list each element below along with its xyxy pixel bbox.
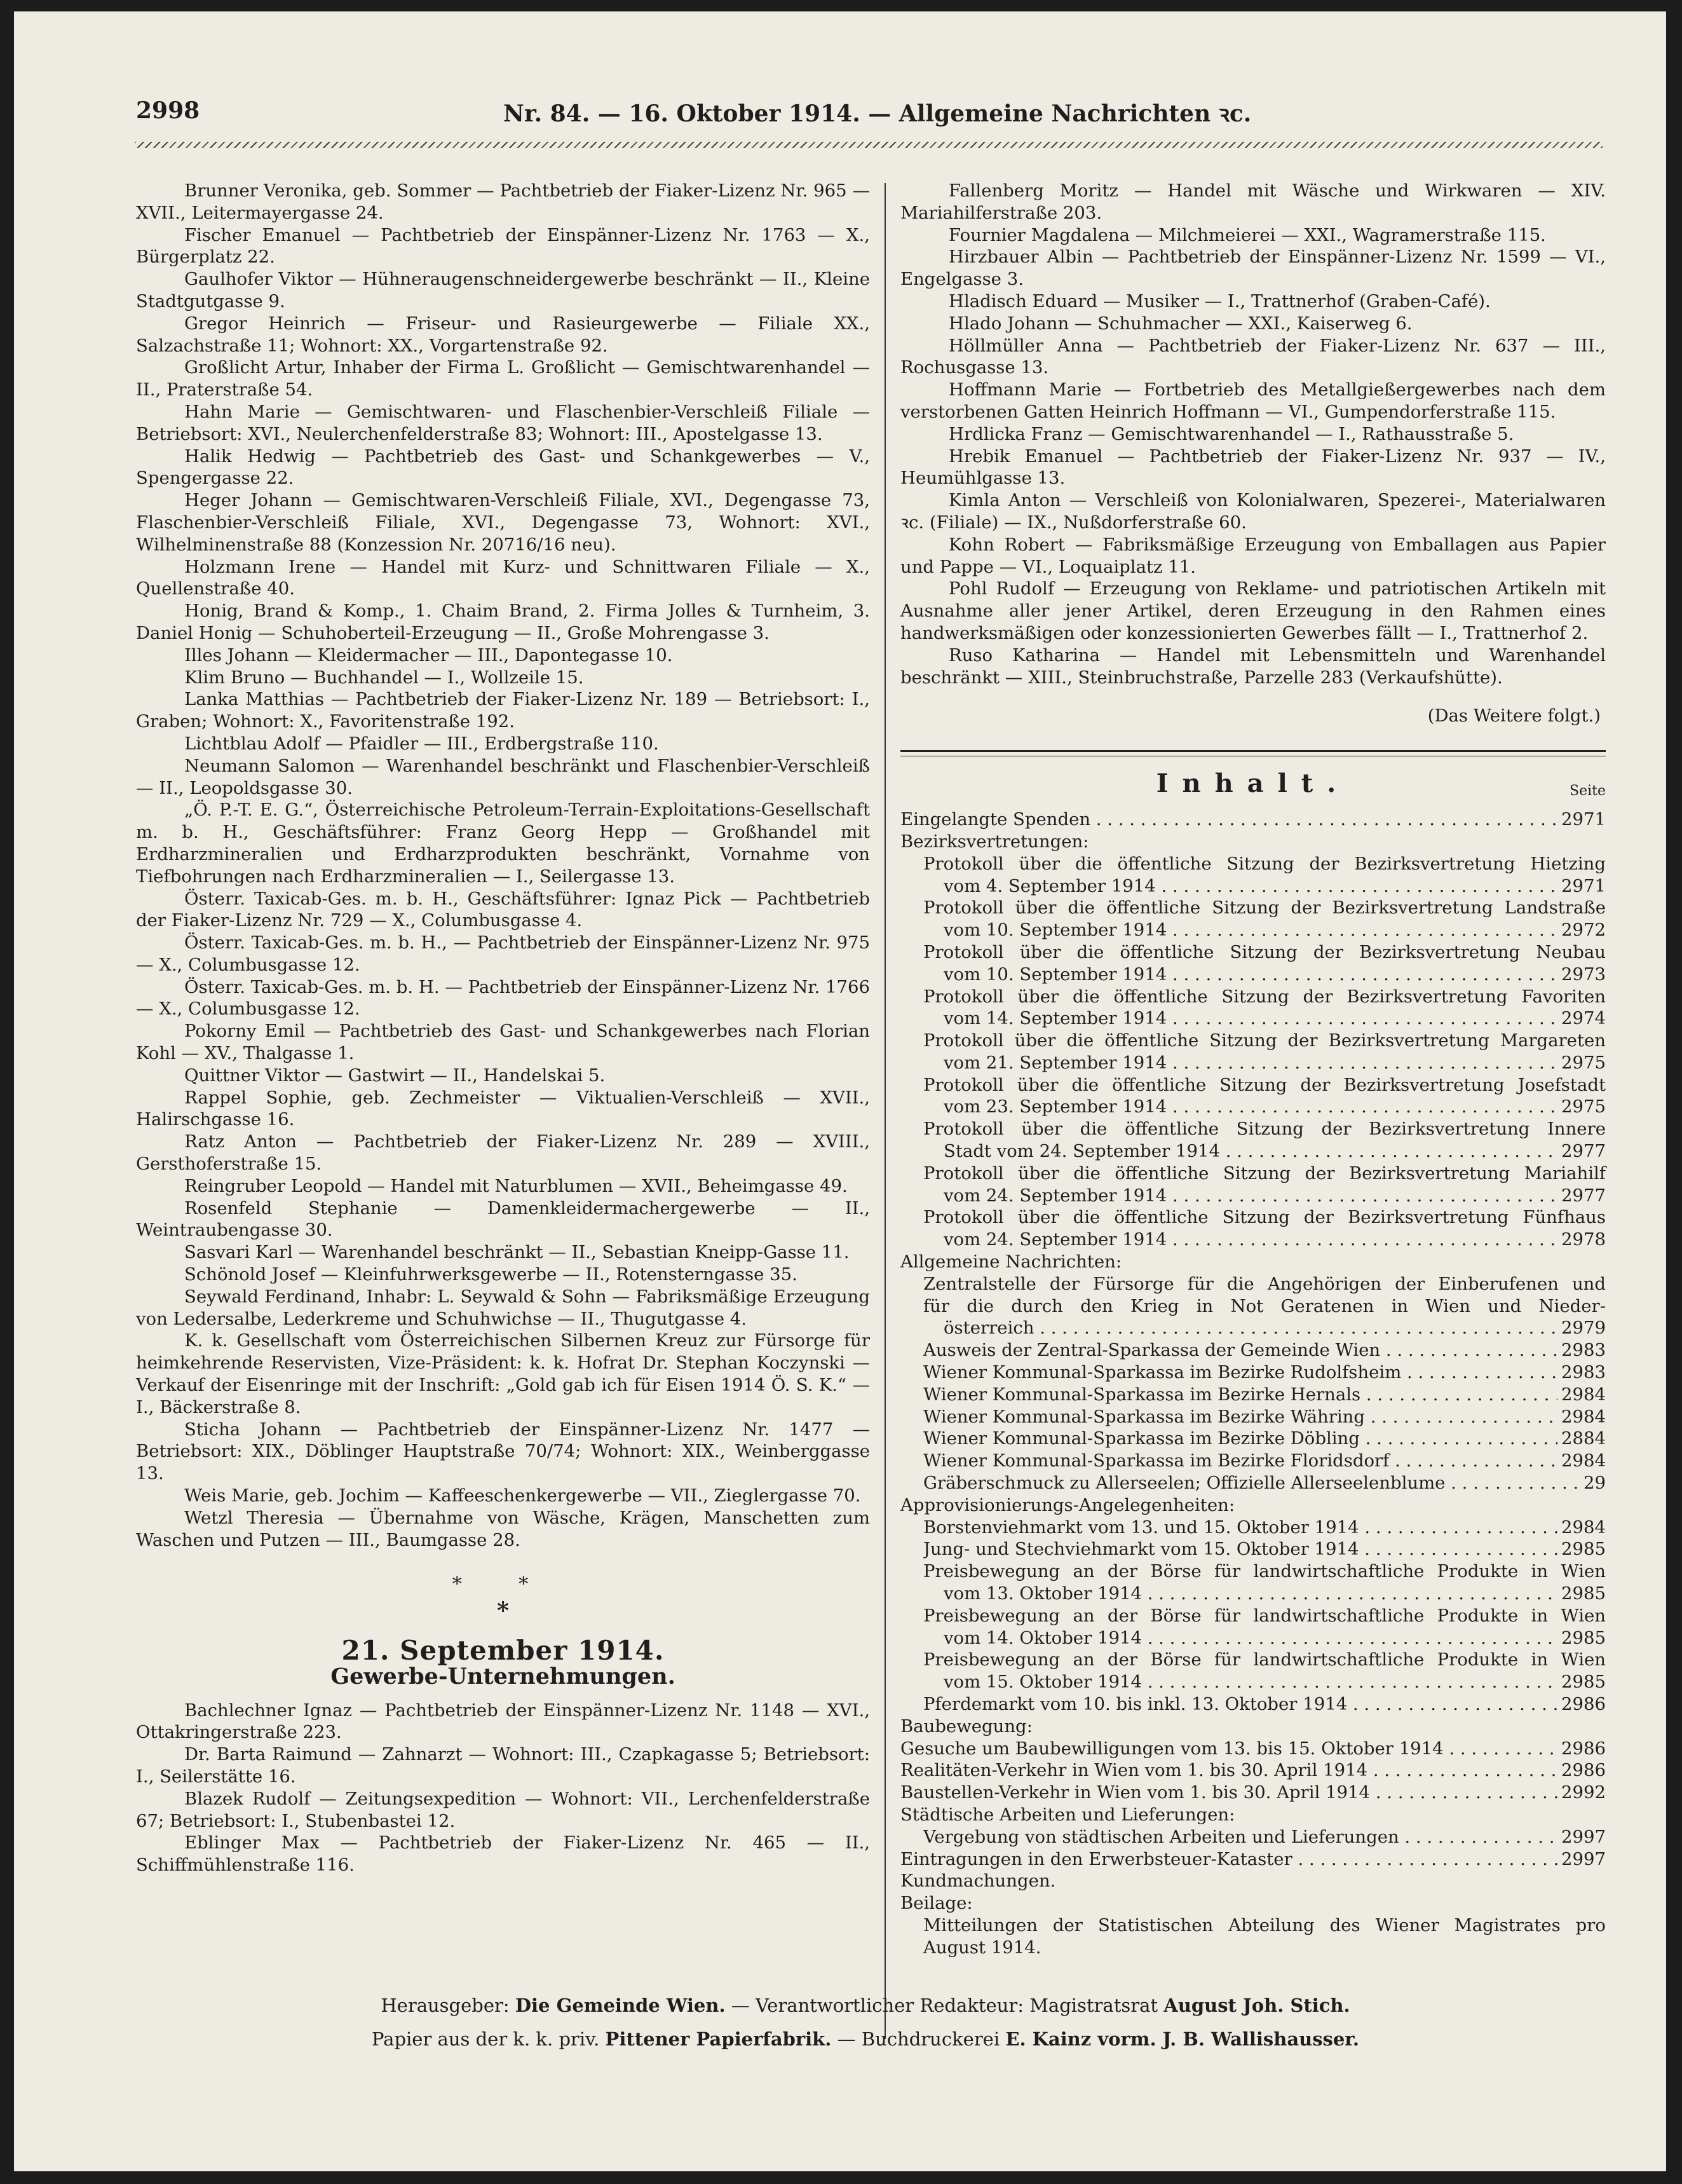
list-item: Pokorny Emil — Pachtbetrieb des Gast- und Schankgewerbes nach Florian Kohl — XV., Thalgasse 1.: [136, 1021, 870, 1064]
toc-entry-title: Eintragungen in den Erwerbsteuer-Kataster . . .: [900, 1848, 1557, 1871]
toc-entry: [900, 1339, 1606, 1362]
toc-entry-title-end: Stadt vom 24. September 1914 . . .: [944, 1140, 1557, 1163]
toc-section-heading: Städtische Arbeiten und Lieferungen:: [900, 1804, 1235, 1825]
list-item: Quittner Viktor — Gastwirt — II., Handelskai 5.: [184, 1065, 606, 1086]
footer-editor: August Joh. Stich.: [1163, 1995, 1350, 2016]
toc-entry-page: 2971: [1561, 875, 1606, 896]
toc-entry-title: Wiener Kommunal-Sparkassa im Bezirke Rudolfsheim . . .: [923, 1362, 1557, 1384]
list-item: Illes Johann — Kleidermacher — III., Dapontegasse 10.: [184, 645, 673, 665]
toc-entry: [900, 1030, 1606, 1074]
list-item: Eblinger Max — Pachtbetrieb der Fiaker-Lizenz Nr. 465 — II., Schiffmühlenstraße 116.: [136, 1833, 870, 1876]
list-item: Österr. Taxicab-Ges. m. b. H., — Pachtbetrieb der Einspänner-Lizenz Nr. 975 — X., Columbusgasse 12.: [136, 932, 870, 975]
page-header: [122, 85, 1609, 129]
toc-entry: [900, 1782, 1606, 1804]
toc-entry-page: 2985: [1561, 1539, 1606, 1560]
footer-printer-line: [122, 2028, 1609, 2050]
toc-entry: [900, 1605, 1606, 1649]
toc-entry-title-end: vom 23. September 1914 . . .: [944, 1096, 1557, 1118]
list-item: Seywald Ferdinand, Inhabr: L. Seywald & Sohn — Fabriksmäßige Erzeugung von Ledersalbe, Lederkreme und Schuhwichse — II., Thugutgasse 4.: [136, 1286, 870, 1329]
toc-entry-title-end: österreich . . .: [944, 1317, 1557, 1339]
column-divider: [885, 183, 886, 2039]
list-item: Großlicht Artur, Inhaber der Firma L. Großlicht — Gemischtwarenhandel — II., Praterstraße 54.: [136, 357, 870, 400]
toc-entry-continuation: [923, 1229, 1606, 1251]
toc-entry-page: 2984: [1561, 1406, 1606, 1427]
toc-entry-title: Wiener Kommunal-Sparkassa im Bezirke Döbling . . .: [923, 1428, 1557, 1450]
toc-entry-page: 2983: [1561, 1340, 1606, 1361]
page-number: 2998: [136, 97, 200, 124]
footer-printer: E. Kainz vorm. J. B. Wallishausser.: [1005, 2028, 1360, 2050]
toc-entry-title-end: vom 15. Oktober 1914 . . .: [944, 1671, 1557, 1693]
list-item: Hladisch Eduard — Musiker — I., Trattnerhof (Graben-Café).: [949, 290, 1491, 311]
toc-entry-page: 2985: [1561, 1583, 1606, 1604]
list-item: Reingruber Leopold — Handel mit Naturblumen — XVII., Beheimgasse 49.: [184, 1175, 848, 1196]
toc-entry-title: Eingelangte Spenden . . .: [900, 809, 1557, 831]
toc-entry-title-end: vom 24. September 1914 . . .: [944, 1229, 1557, 1251]
toc-entry-title-end: vom 10. September 1914 . . .: [944, 964, 1557, 986]
toc-entry: [900, 1826, 1606, 1848]
toc-entry: [900, 1206, 1606, 1251]
toc-entry: [900, 1273, 1606, 1339]
list-item: Lanka Matthias — Pachtbetrieb der Fiaker-Lizenz Nr. 189 — Betriebsort: I., Graben; Wohnort: X., Favoritenstraße 192.: [136, 689, 870, 732]
toc-entry: [900, 1517, 1606, 1539]
list-item: Sasvari Karl — Warenhandel beschränkt — II., Sebastian Kneipp-Gasse 11.: [184, 1242, 850, 1263]
toc-entry: [900, 1472, 1606, 1494]
toc-entry-title: Preisbewegung an der Börse für landwirtschaftliche Produkte in Wien: [923, 1561, 1606, 1582]
toc-section-heading: Bezirksvertretungen:: [900, 831, 1089, 852]
list-item: Ratz Anton — Pachtbetrieb der Fiaker-Lizenz Nr. 289 — XVIII., Gersthoferstraße 15.: [136, 1131, 870, 1175]
list-item: Hirzbauer Albin — Pachtbetrieb der Einspänner-Lizenz Nr. 1599 — VI., Engelgasse 3.: [900, 247, 1606, 290]
list-item: Rappel Sophie, geb. Zechmeister — Viktualien-Verschleiß — XVII., Halirschgasse 16.: [136, 1087, 870, 1130]
toc-entry: [900, 941, 1606, 986]
toc-entry: [900, 1074, 1606, 1119]
toc-entry: [900, 1738, 1606, 1760]
section-subtitle: Gewerbe-Unternehmungen.: [330, 1663, 675, 1689]
toc-entry-page: 2979: [1561, 1318, 1606, 1339]
toc-section-heading: Allgemeine Nachrichten:: [900, 1252, 1122, 1273]
toc-entry-continuation: [923, 1007, 1606, 1030]
list-item: Fallenberg Moritz — Handel mit Wäsche und Wirkwaren — XIV. Mariahilferstraße 203.: [900, 181, 1606, 223]
list-item: Sticha Johann — Pachtbetrieb der Einspänner-Lizenz Nr. 1477 — Betriebsort: XIX., Döblinger Hauptstraße 70/74; Wohnort: XIX., Weinberggasse 13.: [136, 1419, 870, 1484]
toc-entry-continuation: [923, 1627, 1606, 1649]
toc-entry-title: Wiener Kommunal-Sparkassa im Bezirke Hernals . . .: [923, 1384, 1557, 1406]
toc-entry-title-end: vom 14. September 1914 . . .: [944, 1007, 1557, 1030]
toc-entry-title: Protokoll über die öffentliche Sitzung der Bezirksvertretung Innere: [923, 1119, 1606, 1140]
list-item: Dr. Barta Raimund — Zahnarzt — Wohnort: III., Czapkagasse 5; Betriebsort: I., Seilerstätte 16.: [136, 1744, 870, 1787]
list-item: Halik Hedwig — Pachtbetrieb des Gast- und Schankgewerbes — V., Spengergasse 22.: [136, 446, 870, 489]
section-rule: [900, 750, 1606, 756]
toc-entry-title: Gräberschmuck zu Allerseelen; Offizielle Allerseelenblume . . .: [923, 1472, 1580, 1494]
toc-entry-page: 2978: [1561, 1229, 1606, 1250]
toc-entry-continuation: [923, 875, 1606, 897]
toc-entry-page: 2997: [1561, 1826, 1606, 1847]
list-item: Kimla Anton — Verschleiß von Kolonialwaren, Spezerei-, Materialwaren ꝛc. (Filiale) — IX., Nußdorferstraße 60.: [900, 490, 1606, 533]
toc-entry-title: Protokoll über die öffentliche Sitzung der Bezirksvertretung Josefstadt: [923, 1074, 1606, 1095]
page-sheet: [122, 85, 1609, 2080]
table-of-contents: [900, 809, 1606, 1958]
toc-entry-continuation: [923, 1140, 1606, 1163]
toc-entry-title-end: vom 21. September 1914 . . .: [944, 1052, 1557, 1074]
list-item: Höllmüller Anna — Pachtbetrieb der Fiaker-Lizenz Nr. 637 — III., Rochusgasse 13.: [900, 335, 1606, 378]
footer-paper: Pittener Papierfabrik.: [605, 2028, 832, 2050]
toc-entry-title: Protokoll über die öffentliche Sitzung der Bezirksvertretung Favoriten: [923, 986, 1606, 1007]
toc-entry-page: 2984: [1561, 1384, 1606, 1405]
footer-editor-label: — Verantwortlicher Redakteur: Magistratsrat: [731, 1995, 1158, 2016]
business-list-right: [900, 180, 1606, 688]
toc-entry-title: Gesuche um Baubewilligungen vom 13. bis 15. Oktober 1914 . . .: [900, 1738, 1557, 1760]
header-title: Nr. 84. — 16. Oktober 1914. — Allgemeine Nachrichten ꝛc.: [503, 100, 1252, 127]
list-item: Pohl Rudolf — Erzeugung von Reklame- und patriotischen Artikeln mit Ausnahme aller jener Artikel, deren Erzeugung in den Rahmen eines handwerksmäßigen oder konzessionierten Gewerbes fällt — I., Trattnerhof 2.: [900, 578, 1606, 643]
list-item: Wetzl Theresia — Übernahme von Wäsche, Krägen, Manschetten zum Waschen und Putzen — III., Baumgasse 28.: [136, 1507, 870, 1550]
toc-entry: [900, 1759, 1606, 1782]
business-list-left: [136, 180, 870, 1551]
section-date: 21. September 1914.: [341, 1635, 665, 1666]
list-item: Gaulhofer Viktor — Hühneraugenschneidergewerbe beschränkt — II., Kleine Stadtgutgasse 9.: [136, 269, 870, 311]
list-item: Neumann Salomon — Warenhandel beschränkt und Flaschenbier-Verschleiß — II., Leopoldsgasse 30.: [136, 755, 870, 798]
footer-publisher-line: [122, 1995, 1609, 2016]
list-item: „Ö. P.-T. E. G.“, Österreichische Petroleum-Terrain-Exploitations-Gesellschaft m. b. H., Geschäftsführer: Franz Georg Hepp — Großhandel mit Erdharzmineralien und Erdharzprodukten beschränkt, Vornahme von Tiefbohrungen nach Erdharzmineralien — I., Seilergasse 13.: [136, 800, 870, 887]
toc-entry-title: Protokoll über die öffentliche Sitzung der Bezirksvertretung Margareten: [923, 1030, 1606, 1051]
toc-entry-title: Realitäten-Verkehr in Wien vom 1. bis 30. April 1914 . . .: [900, 1759, 1557, 1782]
toc-entry-page: 2984: [1561, 1450, 1606, 1471]
toc-entry-title: Wiener Kommunal-Sparkassa im Bezirke Währing . . .: [923, 1406, 1557, 1428]
page-column-label: Seite: [1570, 783, 1606, 800]
list-item: Kohn Robert — Fabriksmäßige Erzeugung von Emballagen aus Papier und Pappe — VI., Loquaiplatz 11.: [900, 534, 1606, 577]
toc-entry-page: 2985: [1561, 1627, 1606, 1648]
toc-entry-continuation: [923, 964, 1606, 986]
list-item: Blazek Rudolf — Zeitungsexpedition — Wohnort: VII., Lerchenfelderstraße 67; Betriebsort: I., Stubenbastei 12.: [136, 1788, 870, 1831]
toc-entry-title: Preisbewegung an der Börse für landwirtschaftliche Produkte in Wien: [923, 1605, 1606, 1626]
continued-note: (Das Weitere folgt.): [1427, 706, 1601, 727]
toc-entry: [900, 1848, 1606, 1871]
list-item: Brunner Veronika, geb. Sommer — Pachtbetrieb der Fiaker-Lizenz Nr. 965 — XVII., Leitermayergasse 24.: [136, 181, 870, 223]
list-item: Fournier Magdalena — Milchmeierei — XXI., Wagramerstraße 115.: [949, 224, 1546, 245]
contents-title: Inhalt.: [1156, 768, 1350, 799]
toc-entry-title: Jung- und Stechviehmarkt vom 15. Oktober 1914 . . .: [923, 1538, 1557, 1560]
list-item: Heger Johann — Gemischtwaren-Verschleiß Filiale, XVI., Degengasse 73, Flaschenbier-Verschleiß Filiale, XVI., Degengasse 73, Wohnort: XVI., Wilhelminenstraße 88 (Konzession Nr. 20716/16 neu).: [136, 490, 870, 555]
list-item: Klim Bruno — Buchhandel — I., Wollzeile 15.: [184, 667, 584, 688]
toc-entry-continuation: [923, 1583, 1606, 1605]
toc-entry-continuation: [923, 1052, 1606, 1074]
toc-entry: [900, 1693, 1606, 1716]
footer-publisher: Die Gemeinde Wien.: [515, 1995, 726, 2016]
toc-entry: [900, 986, 1606, 1030]
toc-entry-title: Pferdemarkt vom 10. bis inkl. 13. Oktober 1914 . . .: [923, 1693, 1557, 1716]
toc-entry-title: Baustellen-Verkehr in Wien vom 1. bis 30. April 1914 . . .: [900, 1782, 1557, 1804]
toc-entry-page: 2992: [1561, 1782, 1606, 1803]
toc-entry-title-end: vom 24. September 1914 . . .: [944, 1185, 1557, 1207]
toc-entry-page: 2884: [1561, 1428, 1606, 1449]
toc-entry-title: Preisbewegung an der Börse für landwirtschaftliche Produkte in Wien: [923, 1649, 1606, 1670]
toc-entry-page: 2973: [1561, 964, 1606, 985]
toc-entry-title: Vergebung von städtischen Arbeiten und Lieferungen . . .: [923, 1826, 1557, 1848]
list-item: Bachlechner Ignaz — Pachtbetrieb der Einspänner-Lizenz Nr. 1148 — XVI., Ottakringerstraße 223.: [136, 1700, 870, 1743]
toc-section-heading: Approvisionierungs-Angelegenheiten:: [900, 1494, 1235, 1515]
toc-entry-title: Protokoll über die öffentliche Sitzung der Bezirksvertretung Hietzing: [923, 853, 1606, 874]
left-column: [136, 180, 870, 1876]
toc-entry: [900, 809, 1606, 831]
toc-entry: [900, 853, 1606, 897]
toc-entry-title-end: vom 4. September 1914 . . .: [944, 875, 1557, 897]
toc-entry-page: 2971: [1561, 809, 1606, 830]
list-item: Österr. Taxicab-Ges. m. b. H., Geschäftsführer: Ignaz Pick — Pachtbetrieb der Fiaker-Lizenz Nr. 729 — X., Columbusgasse 4.: [136, 888, 870, 931]
toc-entry-title: Protokoll über die öffentliche Sitzung der Bezirksvertretung Fünfhaus: [923, 1207, 1606, 1228]
toc-entry: [900, 897, 1606, 941]
toc-entry: [900, 1118, 1606, 1163]
toc-entry-page: 2975: [1561, 1096, 1606, 1117]
toc-entry-page: 2977: [1561, 1141, 1606, 1162]
list-item: Schönold Josef — Kleinfuhrwerksgewerbe — II., Rotensterngasse 35.: [184, 1264, 797, 1285]
toc-entry-page: 2986: [1561, 1760, 1606, 1781]
list-item: Weis Marie, geb. Jochim — Kaffeeschenkergewerbe — VII., Zieglergasse 70.: [184, 1485, 861, 1506]
header-divider: [135, 142, 1603, 148]
toc-entry-page: 2997: [1561, 1848, 1606, 1869]
toc-entry: [900, 1362, 1606, 1384]
list-item: Lichtblau Adolf — Pfaidler — III., Erdbergstraße 110.: [184, 733, 659, 754]
toc-entry-title-cont: für die durch den Krieg in Not Geratenen in Wien und Nieder-: [923, 1295, 1606, 1316]
toc-entry-title: Borstenviehmarkt vom 13. und 15. Oktober 1914 . . .: [923, 1517, 1557, 1539]
toc-entry-continuation: [923, 1317, 1606, 1339]
section-separator-star: *: [497, 1597, 509, 1625]
list-item: Österr. Taxicab-Ges. m. b. H. — Pachtbetrieb der Einspänner-Lizenz Nr. 1766 — X., Columbusgasse 12.: [136, 976, 870, 1020]
toc-entry: [900, 1406, 1606, 1428]
list-item: K. k. Gesellschaft vom Österreichischen Silbernen Kreuz zur Fürsorge für heimkehrende Reservisten, Vize-Präsident: k. k. Hofrat Dr. Stephan Koczynski — Verkauf der Eisenringe mit der Inschrift: „Gold gab ich für Eisen 1914 Ö. S. K.“ — I., Bäckerstraße 8.: [136, 1330, 870, 1417]
contents-heading: [900, 768, 1606, 805]
toc-entry-page: 2977: [1561, 1185, 1606, 1206]
list-item: Hrdlicka Franz — Gemischtwarenhandel — I., Rathausstraße 5.: [949, 423, 1514, 444]
list-item: Rosenfeld Stephanie — Damenkleidermachergewerbe — II., Weintraubengasse 30.: [136, 1198, 870, 1241]
toc-entry-title: Protokoll über die öffentliche Sitzung der Bezirksvertretung Mariahilf: [923, 1163, 1606, 1184]
toc-section-heading: Kundmachungen.: [900, 1871, 1056, 1892]
toc-entry: [900, 1538, 1606, 1560]
list-item: Hlado Johann — Schuhmacher — XXI., Kaiserweg 6.: [949, 313, 1413, 334]
toc-entry-title-end: vom 10. September 1914 . . .: [944, 919, 1557, 941]
list-item: Fischer Emanuel — Pachtbetrieb der Einspänner-Lizenz Nr. 1763 — X., Bürgerplatz 22.: [136, 224, 870, 268]
toc-section-heading: Baubewegung:: [900, 1716, 1033, 1737]
toc-entry-page: 2985: [1561, 1672, 1606, 1693]
toc-entry-page: 29: [1584, 1473, 1606, 1494]
list-item: Holzmann Irene — Handel mit Kurz- und Schnittwaren Filiale — X., Quellenstraße 40.: [136, 556, 870, 599]
toc-entry-page: 2984: [1561, 1517, 1606, 1538]
toc-section-heading: Beilage:: [900, 1893, 973, 1914]
toc-entry-page: 2974: [1561, 1008, 1606, 1029]
toc-entry-title-end: vom 13. Oktober 1914 . . .: [944, 1583, 1557, 1605]
toc-entry-continuation: [923, 1671, 1606, 1693]
toc-supplement-text: Mitteilungen der Statistischen Abteilung des Wiener Magistrates pro August 1914.: [923, 1914, 1606, 1958]
toc-entry: [900, 1450, 1606, 1472]
toc-entry-title-end: vom 14. Oktober 1914 . . .: [944, 1627, 1557, 1649]
toc-entry-title: Zentralstelle der Fürsorge für die Angehörigen der Einberufenen und: [923, 1273, 1606, 1294]
list-item: Hahn Marie — Gemischtwaren- und Flaschenbier-Verschleiß Filiale — Betriebsort: XVI., Neulerchenfelderstraße 83; Wohnort: III., Apostelgasse 13.: [136, 401, 870, 444]
newspaper-page: [14, 11, 1666, 2171]
toc-entry-page: 2975: [1561, 1052, 1606, 1073]
toc-entry: [900, 1428, 1606, 1450]
list-item: Hoffmann Marie — Fortbetrieb des Metallgießergewerbes nach dem verstorbenen Gatten Heinrich Hoffmann — VI., Gumpendorferstraße 115.: [900, 379, 1606, 422]
toc-entry-title: Ausweis der Zentral-Sparkassa der Gemeinde Wien . . .: [923, 1339, 1557, 1362]
section-separator: * *: [452, 1573, 554, 1596]
toc-entry-page: 2983: [1561, 1362, 1606, 1383]
toc-entry: [900, 1560, 1606, 1605]
toc-entry-title: Protokoll über die öffentliche Sitzung der Bezirksvertretung Landstraße: [923, 897, 1606, 918]
toc-entry-continuation: [923, 919, 1606, 941]
toc-entry-page: 2986: [1561, 1694, 1606, 1714]
list-item: Honig, Brand & Komp., 1. Chaim Brand, 2. Firma Jolles & Turnheim, 3. Daniel Honig — Schuhoberteil-Erzeugung — II., Große Mohrengasse 3.: [136, 601, 870, 643]
footer-printer-label: — Buchdruckerei: [837, 2028, 1000, 2050]
toc-entry-continuation: [923, 1096, 1606, 1118]
toc-entry: [900, 1163, 1606, 1207]
toc-entry-page: 2972: [1561, 920, 1606, 941]
footer-prefix: Herausgeber:: [381, 1995, 510, 2016]
right-column: [900, 180, 1606, 1959]
toc-entry-title: Protokoll über die öffentliche Sitzung der Bezirksvertretung Neubau: [923, 941, 1606, 962]
business-list-section: [136, 1700, 870, 1876]
toc-entry-continuation: [923, 1185, 1606, 1207]
toc-entry-title: Wiener Kommunal-Sparkassa im Bezirke Floridsdorf . . .: [923, 1450, 1557, 1472]
list-item: Gregor Heinrich — Friseur- und Rasieurgewerbe — Filiale XX., Salzachstraße 11; Wohnort: XX., Vorgartenstraße 92.: [136, 313, 870, 356]
footer-paper-label: Papier aus der k. k. priv.: [371, 2028, 600, 2050]
list-item: Hrebik Emanuel — Pachtbetrieb der Fiaker-Lizenz Nr. 937 — IV., Heumühlgasse 13.: [900, 446, 1606, 489]
list-item: Ruso Katharina — Handel mit Lebensmitteln und Warenhandel beschränkt — XIII., Steinbruchstraße, Parzelle 283 (Verkaufshütte).: [900, 645, 1606, 688]
toc-entry: [900, 1649, 1606, 1693]
toc-entry: [900, 1384, 1606, 1406]
toc-entry-page: 2986: [1561, 1738, 1606, 1759]
